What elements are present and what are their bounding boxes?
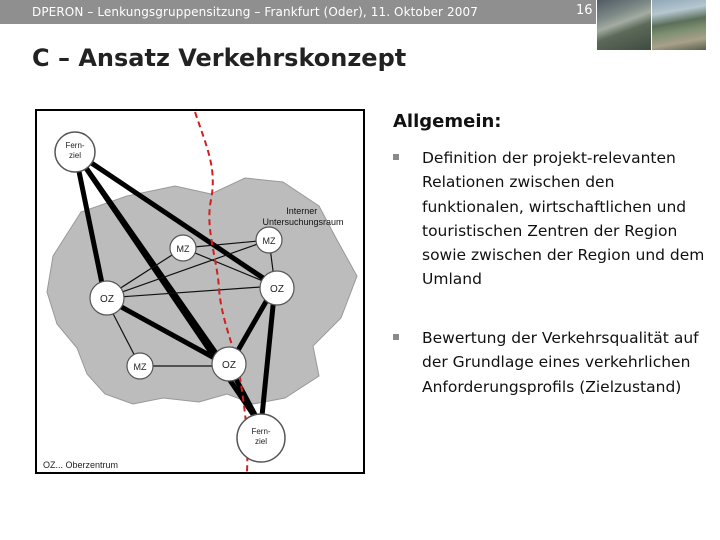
header-bar (0, 0, 596, 24)
node-label-mz-left: MZ (176, 244, 190, 254)
node-fernziel-top (55, 132, 95, 172)
header-title: DPERON – Lenkungsgruppensitzung – Frankfurt (Oder), 11. Oktober 2007 (32, 5, 478, 19)
node-mz-bottom (127, 353, 153, 379)
node-label-oz-right: OZ (270, 284, 284, 295)
node-label-fernziel-top: Fern-ziel (65, 141, 85, 160)
node-mz-left (170, 235, 196, 261)
network-diagram (35, 108, 365, 474)
diagram-legend: OZ... Oberzentrum (43, 460, 119, 470)
node-label-oz-left: OZ (100, 294, 114, 305)
area-label: Interner Untersuchungsraum (262, 206, 344, 227)
node-label-oz-bottom: OZ (222, 360, 236, 371)
aerial-photo-bridge (597, 0, 651, 50)
network-diagram-svg (35, 108, 365, 474)
bullet-text: Bewertung der Verkehrsqualität auf der Grundlage eines verkehrlichen Anforderungsprofils (Zielzustand) (422, 329, 699, 396)
node-fernziel-bottom (237, 414, 285, 462)
node-label-mz-right: MZ (262, 236, 276, 246)
bullet-marker (393, 154, 399, 160)
bullet-text: Definition der projekt-relevanten Relationen zwischen den funktionalen, wirtschaftlichen und touristischen Zentren der Region sowie zwischen der Region und dem Umland (422, 149, 705, 289)
node-oz-bottom (212, 347, 246, 381)
aerial-photo-river (652, 0, 706, 50)
node-oz-right (260, 271, 294, 305)
node-oz-left (90, 281, 124, 315)
slide-title: C – Ansatz Verkehrskonzept (32, 44, 407, 72)
node-mz-right (256, 227, 282, 253)
bullet-marker (393, 334, 399, 340)
node-label-fernziel-bottom: Fern-ziel (251, 427, 271, 446)
node-label-mz-bottom: MZ (133, 362, 147, 372)
slide-number: 16 (576, 3, 593, 18)
section-heading: Allgemein: (393, 111, 502, 132)
